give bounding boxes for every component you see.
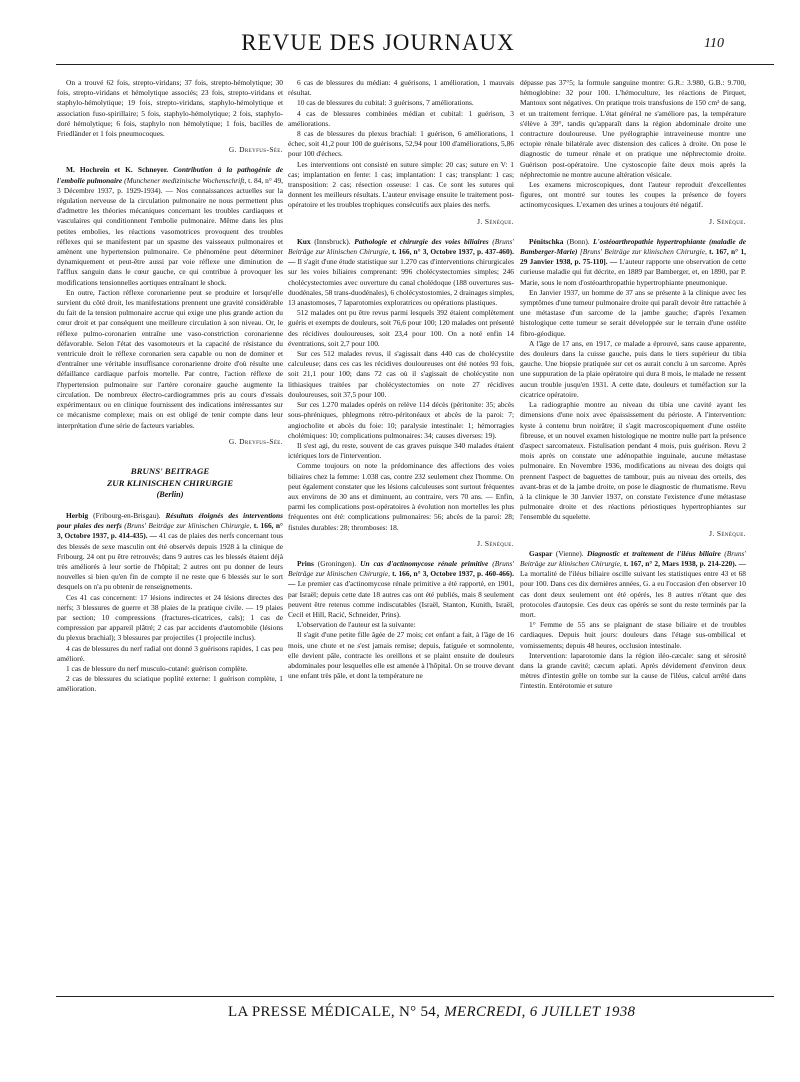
article-heading [57,511,283,593]
page-number: 110 [704,36,724,51]
paragraph: A l'âge de 17 ans, en 1917, ce malade a éprouvé, sans cause apparente, des douleurs dans la cuisse gauche, puis dans le tiers supérieur du tibia gauche. Une biopsie pratiquée sur cet os aurait conclu à un sarcome. Après une suppuration de la plaie opératoire qui dura 8 mois, le malade ne ressent aucun trouble jusqu'en 1931. A cette date, douleurs et tuméfaction sur la cicatrice opératoire. [520,338,746,399]
footer-date: MERCREDI, 6 JUILLET 1938 [444,1004,636,1020]
paragraph: 41 cas de plaies des nerfs concernant tous des blessés de sexe masculin ont été observés depuis 1928 à la clinique de Fribourg. 24 ont pu être retrouvés; dans 9 autres cas les blessés étaient déjà très améliorés à leur sortie de l'hôpital; 2 autres ont pu donner de leurs nouvelles si bien qu'en fin de compte il ne reste que 6 blessés sur le sort desquels on n'a pu obtenir de renseignements. [57,531,283,592]
paragraph: Les examens microscopiques, dont l'auteur reproduit d'excellentes figures, ont montré sur toutes les coupes la présence de foyers actinomycosiques. L'examen des urines a toujours été négatif. [520,180,746,210]
paragraph: Le premier cas d'actinomycose rénale primitive a été rapporté, en 1901, par Israël; depuis cette date 18 autres cas ont été publiés, mais 8 seulement peuvent être retenus comme indiscutables (Israël, Stanton, Kunith, Israël, Cecil et Hill, Racić, Schneider, Prins). [288,579,514,619]
author-signature: J. Sénèque. [477,216,514,226]
paragraph: On a trouvé 62 fois, strepto-viridans; 37 fois, strepto-hémolytique; 30 fois, strepto-viridans et hémolytique associés; 23 fois, strepto-viridans et staphylo-hémolytique; 19 fois, strepto-viridans, staphylo-hémolytique et association fuso-spirillaire; 5 fois, staphylo-hémolytique; 2 fois, staphylo-doré hémolytique; 6 fois, staphylo non hémolytique; 1 fois, bacilles de Friedländer et 1 fois pneumocoques. [57,78,283,139]
section-heading: BRUNS' BEITRAGE ZUR KLINISCHEN CHIRURGIE (Berlin) [106,465,234,499]
column-1 [57,78,283,695]
paragraph: 4 cas de blessures combinées médian et cubital: 1 guérison, 3 améliorations. [288,108,514,128]
article-title: L'ostéoarthropathie hypertrophiante (maladie de Bamberger-Marie) [520,236,746,257]
article-authors: M. Hochrein et K. Schneyer. [66,165,169,175]
paragraph: Ces 41 cas concernent: 17 lésions indirectes et 24 lésions directes des nerfs; 3 blessures de guerre et 38 plaies de la pratique civile. — 19 plaies par section; 10 compressions (fractures-cicatrices, cals); 1 cas de compression par appareil plâtré; 2 cas par accidents d'automobile (lésions du plexus brachial); 3 blessures par projectiles (1 projectile inclus). [57,592,283,643]
footer-journal: LA PRESSE MÉDICALE, N° 54, [228,1004,441,1020]
article-authors: Herbig [66,510,89,520]
article-authors: Prins [297,558,314,568]
paragraph: Il s'agit d'une étude statistique sur 1.270 cas d'interventions chirurgicales sur les voies biliaires comprenant: 996 cholécystectomies simples; 246 cholécystectomies avec ouverture du canal cholédoque (188 ouvertures sus-duodénales, 58 trans-duodénales), 6 cholécystostomies, 2 drainages simples, 13 anastomoses, 7 laparotomies exploratrices ou opérations plastiques. [288,257,514,308]
article-place: (Vienne). [555,548,584,558]
paragraph: L'auteur rapporte une observation de cette curieuse maladie qui fut décrite, en 1889 par Bamberger, et, en 1890, par P. Marie, sous le nom d'ostéoarthropathie hypertrophiante pneumonique. [520,257,746,287]
article-heading [288,237,514,308]
paragraph: En outre, l'action réflexe coronarienne peut se produire et lorsqu'elle survient du côté droit, les manifestations prennent une gravité considérable du fait de la tension pulmonaire accrue qui exige une plus grande action du cœur droit et par conséquent une meilleure circulation à son niveau. Or, le réflexe pulmo-coronarien entraîne une vaso-constriction coronarienne défavorable. Selon l'état des vasomoteurs et la capacité de résistance du ventricule droit le réflexe coronarien sera capable ou non de dominer et d'entraîner une véritable insuffisance coronarienne droite d'où résulte une défaillance cardiaque parfois mortelle. Par contre, l'action réflexe de l'hypertension pulmonaire sur l'artère coronaire gauche augmente la circulation. De nombreux électro-cardiogrammes pris au cours d'essais expérimentaux ou en clinique fournissent des indications intéressantes sur ce mécanisme complexe; mais on est obligé de tenir compte dans leur interprétation d'une série de facteurs variables. [57,287,283,430]
paragraph: 2 cas de blessures du sciatique poplité externe: 1 guérison complète, 1 amélioration. [57,674,283,694]
journal-reference: t. 166, n° 3, Octobre 1937, p. 437-460). — [288,247,514,267]
paragraph: L'observation de l'auteur est la suivante: [297,620,416,630]
paragraph: 6 cas de blessures du médian: 4 guérisons, 1 amélioration, 1 mauvais résultat. [288,78,514,98]
paragraph: Comme toujours on note la prédominance des affections des voies biliaires chez la femme: 1.038 cas, contre 232 seulement chez l'homme. On peut également constater que les lésions calculeuses sont surtout fréquentes aux environs de 30 ans et diminuent, au contraire, vers 70 ans. — Enfin, parmi les complications post-opératoires à évolution non mortelles les plus fréquentes ont été: complications pulmonaires: 56; abcès de la paroi: 28; fistules durables: 28; thromboses: 18. [288,461,514,532]
paragraph: Sur ces 512 malades revus, il s'agissait dans 440 cas de cholécystite calculeuse; dans ces cas les récidives douloureuses ont été notées 93 fois, soit 21,1 pour 100; dans 72 cas où il s'agissait de cholécystite non lithiasiques traitées par cholécystectomies on note 27 récidives douloureuses, soit 37,5 pour 100. [288,349,514,399]
paragraph: 1° Femme de 55 ans se plaignant de stase biliaire et de troubles cardiaques. Depuis huit jours: douleurs dans l'étage sus-ombilical et vomissements; depuis 48 heures, occlusion intestinale. [520,620,746,650]
paragraph: Il s'est agi, du reste, souvent de cas graves puisque 340 malades étaient ictériques lors de l'intervention. [288,440,514,461]
page-title: REVUE DES JOURNAUX [241,30,515,55]
article-heading [57,165,283,287]
article-title: Diagnostic et traitement de l'iléus biliaire [586,548,721,558]
article-heading [520,549,746,620]
paragraph: Sur ces 1.270 malades opérés on relève 114 décès (péritonite: 35; abcès sous-phréniques, phlegmons rétro-péritonéaux et abcès de la paroi: 7; angiocholite et abcès du foie: 10; paralysie intestinale: 1; hémorragies cholémiques: 10; complications pulmonaires: 34; causes diverses: 19). [288,400,514,440]
paragraph: En Janvier 1937, un homme de 37 ans se présente à la clinique avec les symptômes d'une tumeur pulmonaire droite qui paraît devoir être rattachée à une métastase d'un sarcome de la jambe gauche; d'après l'examen histologique cette tumeur se serait développée sur le terrain d'une ostéite fibro-géodique. [520,287,746,338]
column-2 [288,78,514,681]
paragraph: Les interventions ont consisté en suture simple: 20 cas; suture en V: 1 cas; implantation en fente: 1 cas; implantation: 1 cas; transplant: 1 cas; transposition: 2 cas; résection osseuse: 1 cas. Ce sont les sutures qui donnent les meilleurs résultats. L'auteur envisage ensuite le traitement post-opératoire et les troubles trophiques consécutifs aux plaies des nerfs. [288,159,514,210]
paragraph: dépasse pas 37°5; la formule sanguine montre: G.R.: 3.980, G.B.: 9.700, hémoglobine: 32 pour 100. L'hémoculture, les réactions de Pirquet, Mantoux sont négatives. On pratique trois transfusions de 150 cm³ de sang, et un traitement ferrique. L'état général ne s'améliore pas, la température s'élève à 39°, tandis qu'apparaît dans la région abdominale droite une contracture douloureuse. Une pyélographie intraveineuse montre une ectopie rénale bilatérale avec distension des calices à droite. On pose le diagnostic de tumeur rénale et on pratique une néphrectomie droite. Guérison post-opératoire. Une cystoscopie faite deux mois après la néphrectomie ne montre aucune altération vésicale. [520,78,746,179]
paragraph: 4 cas de blessures du nerf radial ont donné 3 guérisons rapides, 1 cas peu amélioré. [57,643,283,663]
journal-reference: t. 167, n° 2, Mars 1938, p. 214-220). — [623,558,746,568]
journal-name: (Munchener medizinische Wochenschrift, [124,175,247,185]
author-signature: J. Sénèque. [477,538,514,548]
journal-reference: t. 84, n° 49, 3 Décembre 1937, p. 1929-1934). — [57,175,283,195]
article-authors: Kux [297,236,311,246]
paragraph: Il s'agit d'une petite fille âgée de 27 mois; cet enfant a fait, à l'âge de 16 mois, une chute et ne s'est jamais remise; depuis, fatiguée et somnolente, elle devient pâle, contracte les oreillons et se plaint ensuite de douleurs abdominales pour lesquelles elle est amenée à l'hôpital. On se trouve devant une enfant très pâle, et dont la température ne [288,630,514,681]
paragraph: 10 cas de blessures du cubital: 3 guérisons, 7 améliorations. [297,98,474,108]
article-place: (Groningen). [317,558,357,568]
author-signature: J. Sénèque. [709,528,746,538]
article-place: (Fribourg-en-Brisgau). [93,510,161,520]
paragraph: 512 malades ont pu être revus parmi lesquels 392 étaient complètement guéris et exempts de douleurs, soit 76,6 pour 100; 120 malades ont présenté des récidives douloureuses, soit 23,4 pour 100. On a noté enfin 14 éventrations, soit 2,7 pour 100. [288,308,514,348]
journal-name: (Bruns' Beiträge zur klinischen Chirurgie, [288,236,514,257]
paragraph: Intervention: laparotomie dans la région iléo-cæcale: sang et sérosité dans la grande cavité; cæcum aplati. Après dévidement d'environ deux mètres d'intestin grêle on tombe sur la cause de l'iléus, calcul arrêté dans l'intestin. Entérotomie et suture [520,650,746,691]
paragraph: 8 cas de blessures du plexus brachial: 1 guérison, 6 améliorations, 1 échec, soit 41,2 pour 100 de guérisons, 52,94 pour 100 d'améliorations, 5,86 pour 100 d'échecs. [288,129,514,159]
paragraph: Nos connaissances actuelles sur la régulation nerveuse de la circulation pulmonaire ne nous permettent plus d'admettre les théories mécaniques concernant les troubles cardiaques et vasculaires qui conditionnent l'embolie pulmonaire. Même dans les plus petites embolies, les réactions vasomotrices provoquent des troubles réflexes qui se manifestent par un spasme des vaisseaux pulmonaires et amènent une hypertension pulmonaire. Ce phénomène peut déterminer dynamiquement et peut-être aussi par voie réflexe une diminution de l'afflux sanguin dans le cœur gauche, ce qui contribue à provoquer les modifications tensionnelles aortiques entraînant le shock. [57,185,283,287]
article-place: (Bonn). [566,236,590,246]
article-title: Un cas d'actinomycose rénale primitive [360,558,489,568]
journal-reference: t. 166, n° 3, Octobre 1937, p. 414-435). — [57,521,283,541]
journal-name: (Bruns' Beiträge zur klinischen Chirurgie, [288,558,514,579]
paragraph: 1 cas de blessure du nerf musculo-cutané: guérison complète. [66,663,248,673]
article-title: Résultats éloignés des interventions pour plaies des nerfs [57,510,283,531]
paragraph: La radiographie montre au niveau du tibia une cavité ayant les dimensions d'une noix avec épaississement du périoste. A l'intervention: kyste à contenu brun noirâtre; il s'agit macroscopiquement d'une ostéite fibreuse, et un nouvel examen histologique ne montre nulle part la présence d'aspect sarcomateux. Fistulisation pendant 4 mois, puis guérison. Revu 2 mois après on constate une adénopathie inguinale, aucune métastase pulmonaire. En Novembre 1936, modifications au niveau des doigts qui prennent l'aspect de baguettes de tambour, puis au niveau des orteils, des avant-bras et de la jambe droite, on pose le diagnostic de rhumatisme. Revu à la clinique le 30 Janvier 1937, on constate l'existence d'une métastase pulmonaire droite et des réactions périostiques hypertrophiantes sur l'ensemble du squelette. [520,400,746,522]
article-authors: Pénitschka [529,236,564,246]
author-signature: J. Sénèque. [709,216,746,226]
article-authors: Gaspar [529,548,553,558]
journal-name: [Bruns' Beiträge zur klinischen Chirurgie, [579,247,707,257]
article-heading [520,237,746,288]
author-signature: G. Dreyfus-Sée. [228,436,283,446]
footer-rule [56,996,774,997]
article-heading [288,559,514,620]
journal-name: (Bruns' Beiträge zur klinischen Chirurgie, [520,548,746,568]
page-footer [228,1004,635,1021]
article-title: Pathologie et chirurgie des voies biliaires [354,236,489,246]
author-signature: G. Dreyfus-Sée. [228,145,283,155]
journal-reference: t. 166, n° 3, Octobre 1937, p. 460-466). — [288,569,514,589]
journal-name: (Bruns' Beiträge zur klinischen Chirurgie, [124,521,252,531]
column-3 [520,78,746,692]
paragraph: La mortalité de l'iléus biliaire oscille suivant les statistiques entre 43 et 68 pour 100. Dans ces dix dernières années, G. a eu l'occasion d'en observer 10 cas dont deux seulement ont été opérés, les 8 autres n'étant que des protocoles d'autopsie. Ces deux cas opérés se sont du reste terminés par la mort. [520,569,746,619]
header-rule [56,64,774,65]
article-title: Contribution à la pathogénie de l'embolie pulmonaire [57,165,283,185]
journal-reference: t. 167, n° 1, 29 Janvier 1938, p. 75-110]. — [520,247,746,267]
article-place: (Innsbruck). [314,236,351,246]
